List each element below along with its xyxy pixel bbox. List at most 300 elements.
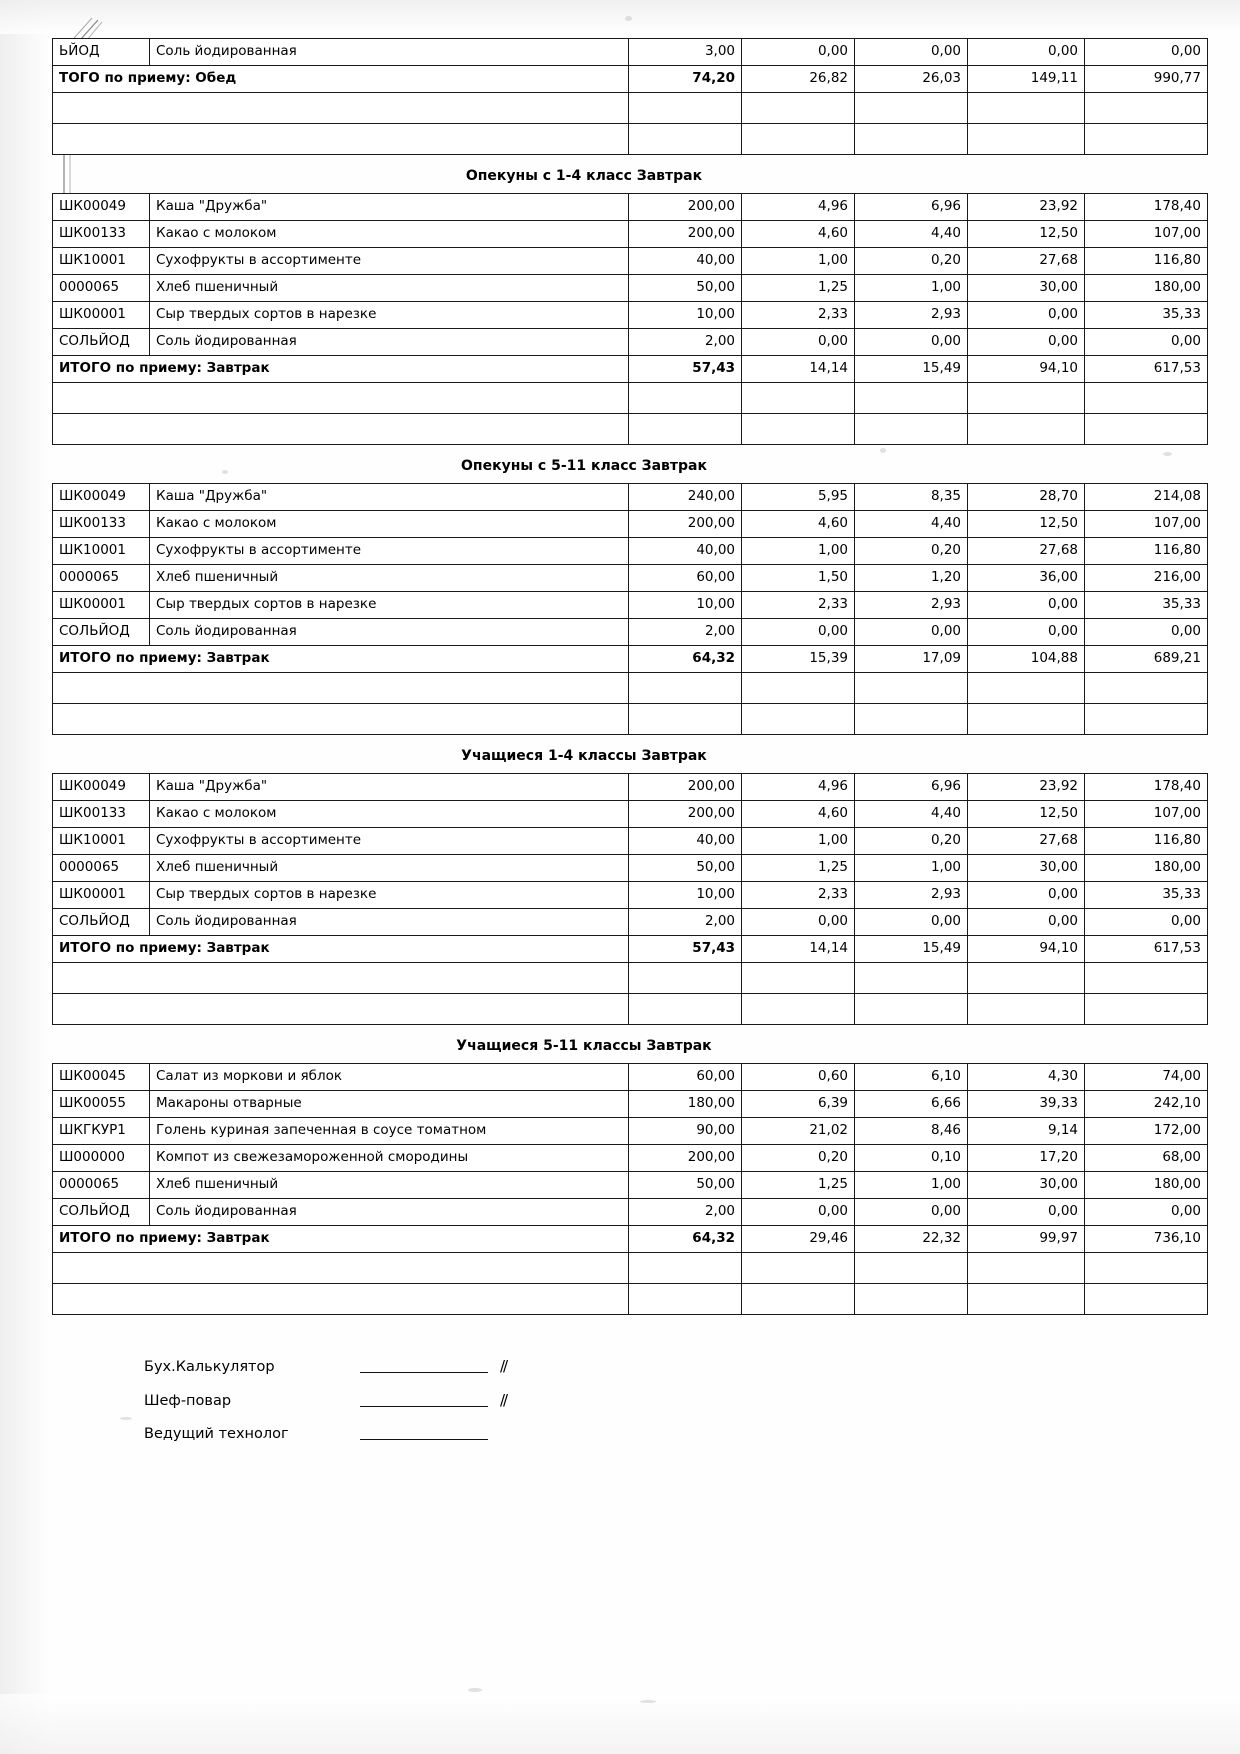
- cell-total-fat: 22,32: [855, 1226, 968, 1253]
- cell-carbs: 12,50: [968, 511, 1085, 538]
- cell-protein: 1,00: [742, 828, 855, 855]
- table-row: [53, 1199, 1208, 1226]
- signature-row: [144, 1425, 1116, 1442]
- cell-total-protein: 29,46: [742, 1226, 855, 1253]
- cell-name: Соль йодированная: [150, 39, 629, 66]
- cell-protein: 0,20: [742, 1145, 855, 1172]
- cell-name: Сыр твердых сортов в нарезке: [150, 882, 629, 909]
- cell-name: Сыр твердых сортов в нарезке: [150, 302, 629, 329]
- cell-name: Голень куриная запеченная в соусе томатном: [150, 1118, 629, 1145]
- cell-output: 200,00: [629, 801, 742, 828]
- cell-carbs: 23,92: [968, 774, 1085, 801]
- cell-output: 40,00: [629, 828, 742, 855]
- table-row-total: [53, 66, 1208, 93]
- cell-name: Какао с молоком: [150, 511, 629, 538]
- cell-fat: 1,20: [855, 565, 968, 592]
- cell-carbs: 0,00: [968, 592, 1085, 619]
- table-row: [53, 1091, 1208, 1118]
- table-row: [53, 1172, 1208, 1199]
- cell-calories: 216,00: [1085, 565, 1208, 592]
- cell-name: Сухофрукты в ассортименте: [150, 538, 629, 565]
- cell-carbs: 9,14: [968, 1118, 1085, 1145]
- table-row: [53, 565, 1208, 592]
- signature-line: [360, 1425, 488, 1440]
- cell-calories: 180,00: [1085, 275, 1208, 302]
- cell-blank: [53, 1253, 629, 1284]
- cell-protein: 1,25: [742, 855, 855, 882]
- cell-name: Сыр твердых сортов в нарезке: [150, 592, 629, 619]
- cell-output: 60,00: [629, 1064, 742, 1091]
- table-row: [53, 1145, 1208, 1172]
- table-row-total: [53, 646, 1208, 673]
- table-row-total: [53, 1226, 1208, 1253]
- cell-calories: 35,33: [1085, 592, 1208, 619]
- scan-speck: [625, 16, 632, 21]
- cell-total-label: ИТОГО по приему: Завтрак: [53, 646, 629, 673]
- cell-blank: [742, 93, 855, 124]
- cell-blank: [968, 673, 1085, 704]
- signature-role-label: Бух.Калькулятор: [144, 1359, 275, 1375]
- cell-calories: 74,00: [1085, 1064, 1208, 1091]
- cell-total-calories: 990,77: [1085, 66, 1208, 93]
- cell-fat: 0,00: [855, 1199, 968, 1226]
- table-row: [53, 538, 1208, 565]
- cell-carbs: 0,00: [968, 882, 1085, 909]
- cell-total-protein: 26,82: [742, 66, 855, 93]
- cell-output: 10,00: [629, 302, 742, 329]
- table-row-blank: [53, 704, 1208, 735]
- cell-calories: 35,33: [1085, 882, 1208, 909]
- cell-blank: [968, 93, 1085, 124]
- cell-code: 0000065: [53, 855, 150, 882]
- table-row-blank: [53, 414, 1208, 445]
- table-row: [53, 511, 1208, 538]
- cell-code: ШК00049: [53, 774, 150, 801]
- cell-blank: [968, 994, 1085, 1025]
- signature-block: [144, 1357, 1116, 1442]
- cell-calories: 178,40: [1085, 194, 1208, 221]
- section-title-0: Опекуны с 1-4 класс Завтрак: [465, 168, 703, 184]
- cell-name: Компот из свежезамороженной смородины: [150, 1145, 629, 1172]
- cell-output: 60,00: [629, 565, 742, 592]
- cell-calories: 116,80: [1085, 828, 1208, 855]
- cell-protein: 0,00: [742, 1199, 855, 1226]
- cell-blank: [968, 704, 1085, 735]
- cell-name: Сухофрукты в ассортименте: [150, 248, 629, 275]
- cell-code: СОЛЬЙОД: [53, 329, 150, 356]
- cell-protein: 2,33: [742, 302, 855, 329]
- cell-blank: [968, 1253, 1085, 1284]
- cell-protein: 21,02: [742, 1118, 855, 1145]
- cell-fat: 1,00: [855, 855, 968, 882]
- cell-blank: [629, 963, 742, 994]
- cell-code: ШК00001: [53, 882, 150, 909]
- cell-protein: 1,00: [742, 248, 855, 275]
- cell-carbs: 27,68: [968, 248, 1085, 275]
- cell-protein: 0,00: [742, 619, 855, 646]
- cell-protein: 4,60: [742, 801, 855, 828]
- cell-protein: 0,00: [742, 39, 855, 66]
- table-row: [53, 882, 1208, 909]
- cell-fat: 2,93: [855, 302, 968, 329]
- cell-calories: 178,40: [1085, 774, 1208, 801]
- cell-code: ШК10001: [53, 538, 150, 565]
- scan-speck: [640, 1700, 656, 1703]
- cell-blank: [53, 124, 629, 155]
- cell-output: 200,00: [629, 194, 742, 221]
- cell-blank: [1085, 383, 1208, 414]
- signature-row: [144, 1357, 1116, 1375]
- cell-carbs: 0,00: [968, 39, 1085, 66]
- cell-output: 240,00: [629, 484, 742, 511]
- cell-output: 40,00: [629, 538, 742, 565]
- table-row: [53, 619, 1208, 646]
- cell-carbs: 30,00: [968, 855, 1085, 882]
- cell-carbs: 27,68: [968, 538, 1085, 565]
- cell-name: Каша "Дружба": [150, 484, 629, 511]
- cell-total-protein: 14,14: [742, 936, 855, 963]
- table-top-fragment: [52, 38, 1208, 155]
- table-section-0: [52, 193, 1208, 445]
- cell-blank: [968, 383, 1085, 414]
- cell-carbs: 23,92: [968, 194, 1085, 221]
- cell-carbs: 4,30: [968, 1064, 1085, 1091]
- cell-blank: [855, 93, 968, 124]
- cell-output: 3,00: [629, 39, 742, 66]
- cell-blank: [742, 124, 855, 155]
- cell-carbs: 0,00: [968, 302, 1085, 329]
- cell-fat: 4,40: [855, 221, 968, 248]
- table-row-blank: [53, 1253, 1208, 1284]
- cell-code: Ш000000: [53, 1145, 150, 1172]
- cell-name: Какао с молоком: [150, 221, 629, 248]
- cell-calories: 116,80: [1085, 538, 1208, 565]
- cell-name: Каша "Дружба": [150, 194, 629, 221]
- signature-role-label: Шеф-повар: [144, 1393, 232, 1409]
- cell-fat: 8,35: [855, 484, 968, 511]
- cell-protein: 0,00: [742, 909, 855, 936]
- table-row: [53, 1118, 1208, 1145]
- cell-fat: 0,00: [855, 909, 968, 936]
- cell-blank: [742, 383, 855, 414]
- cell-fat: 4,40: [855, 801, 968, 828]
- cell-blank: [629, 673, 742, 704]
- cell-total-carbs: 99,97: [968, 1226, 1085, 1253]
- scan-edge-shadow-left: [0, 0, 52, 1754]
- table-row: [53, 828, 1208, 855]
- cell-calories: 180,00: [1085, 1172, 1208, 1199]
- cell-total-label: ИТОГО по приему: Завтрак: [53, 1226, 629, 1253]
- cell-code: ШК00045: [53, 1064, 150, 1091]
- cell-calories: 172,00: [1085, 1118, 1208, 1145]
- cell-carbs: 30,00: [968, 275, 1085, 302]
- cell-total-fat: 15,49: [855, 356, 968, 383]
- cell-output: 10,00: [629, 882, 742, 909]
- cell-code: СОЛЬЙОД: [53, 619, 150, 646]
- table-section-2: [52, 773, 1208, 1025]
- cell-output: 2,00: [629, 619, 742, 646]
- cell-calories: 0,00: [1085, 329, 1208, 356]
- cell-fat: 6,10: [855, 1064, 968, 1091]
- cell-output: 200,00: [629, 774, 742, 801]
- cell-blank: [855, 1284, 968, 1315]
- scan-edge-shadow-bottom: [0, 1694, 1240, 1754]
- cell-blank: [53, 994, 629, 1025]
- signature-row: [144, 1391, 1116, 1409]
- table-section-3: [52, 1063, 1208, 1315]
- scan-speck: [468, 1688, 482, 1692]
- cell-protein: 2,33: [742, 592, 855, 619]
- cell-calories: 116,80: [1085, 248, 1208, 275]
- cell-blank: [968, 1284, 1085, 1315]
- cell-code: ШК10001: [53, 828, 150, 855]
- cell-protein: 4,60: [742, 221, 855, 248]
- cell-fat: 0,20: [855, 538, 968, 565]
- cell-calories: 0,00: [1085, 1199, 1208, 1226]
- cell-fat: 1,00: [855, 275, 968, 302]
- cell-carbs: 39,33: [968, 1091, 1085, 1118]
- cell-code: СОЛЬЙОД: [53, 909, 150, 936]
- cell-blank: [742, 1284, 855, 1315]
- cell-code: ШК00001: [53, 302, 150, 329]
- cell-blank: [1085, 673, 1208, 704]
- cell-blank: [629, 93, 742, 124]
- cell-code: ШК00049: [53, 484, 150, 511]
- document-content: [52, 38, 1201, 1458]
- cell-calories: 180,00: [1085, 855, 1208, 882]
- cell-calories: 214,08: [1085, 484, 1208, 511]
- cell-fat: 8,46: [855, 1118, 968, 1145]
- cell-blank: [53, 673, 629, 704]
- cell-total-label: ИТОГО по приему: Завтрак: [53, 356, 629, 383]
- cell-carbs: 0,00: [968, 1199, 1085, 1226]
- cell-protein: 0,00: [742, 329, 855, 356]
- cell-name: Соль йодированная: [150, 909, 629, 936]
- cell-output: 200,00: [629, 1145, 742, 1172]
- cell-blank: [53, 383, 629, 414]
- cell-code: ШКГКУР1: [53, 1118, 150, 1145]
- cell-blank: [742, 1253, 855, 1284]
- scan-edge-shadow-top: [0, 0, 1240, 34]
- table-row: [53, 484, 1208, 511]
- cell-carbs: 0,00: [968, 329, 1085, 356]
- table-row: [53, 909, 1208, 936]
- cell-code: 0000065: [53, 565, 150, 592]
- cell-carbs: 0,00: [968, 619, 1085, 646]
- table-row: [53, 39, 1208, 66]
- cell-carbs: 0,00: [968, 909, 1085, 936]
- cell-blank: [53, 1284, 629, 1315]
- cell-name: Сухофрукты в ассортименте: [150, 828, 629, 855]
- cell-blank: [1085, 1253, 1208, 1284]
- scan-speck: [1163, 452, 1172, 456]
- table-row-total: [53, 356, 1208, 383]
- cell-output: 50,00: [629, 855, 742, 882]
- cell-output: 50,00: [629, 1172, 742, 1199]
- cell-name: Хлеб пшеничный: [150, 855, 629, 882]
- cell-protein: 4,96: [742, 194, 855, 221]
- cell-output: 2,00: [629, 1199, 742, 1226]
- cell-blank: [1085, 414, 1208, 445]
- cell-name: Соль йодированная: [150, 619, 629, 646]
- cell-blank: [742, 414, 855, 445]
- cell-protein: 1,00: [742, 538, 855, 565]
- cell-fat: 6,96: [855, 194, 968, 221]
- cell-total-calories: 617,53: [1085, 356, 1208, 383]
- cell-name: Каша "Дружба": [150, 774, 629, 801]
- cell-blank: [629, 414, 742, 445]
- cell-blank: [855, 124, 968, 155]
- cell-protein: 5,95: [742, 484, 855, 511]
- cell-protein: 4,96: [742, 774, 855, 801]
- section-title-3: Учащиеся 5-11 классы Завтрак: [456, 1038, 712, 1054]
- cell-blank: [1085, 994, 1208, 1025]
- cell-blank: [629, 1284, 742, 1315]
- table-row: [53, 1064, 1208, 1091]
- table-row: [53, 801, 1208, 828]
- cell-fat: 4,40: [855, 511, 968, 538]
- cell-protein: 6,39: [742, 1091, 855, 1118]
- cell-total-fat: 15,49: [855, 936, 968, 963]
- cell-blank: [855, 673, 968, 704]
- cell-fat: 0,00: [855, 39, 968, 66]
- cell-output: 180,00: [629, 1091, 742, 1118]
- cell-calories: 242,10: [1085, 1091, 1208, 1118]
- cell-carbs: 12,50: [968, 801, 1085, 828]
- signature-slash: //: [500, 1391, 507, 1409]
- cell-total-calories: 689,21: [1085, 646, 1208, 673]
- table-row: [53, 855, 1208, 882]
- cell-total-fat: 17,09: [855, 646, 968, 673]
- cell-blank: [742, 994, 855, 1025]
- cell-code: ШК00133: [53, 221, 150, 248]
- cell-total-calories: 617,53: [1085, 936, 1208, 963]
- cell-blank: [53, 93, 629, 124]
- cell-protein: 1,25: [742, 275, 855, 302]
- table-section-1: [52, 483, 1208, 735]
- cell-total-output: 74,20: [629, 66, 742, 93]
- cell-blank: [53, 963, 629, 994]
- cell-code: 0000065: [53, 1172, 150, 1199]
- cell-blank: [855, 1253, 968, 1284]
- cell-code: ШК00001: [53, 592, 150, 619]
- cell-calories: 0,00: [1085, 39, 1208, 66]
- cell-blank: [1085, 1284, 1208, 1315]
- cell-total-label: ИТОГО по приему: Завтрак: [53, 936, 629, 963]
- cell-output: 2,00: [629, 329, 742, 356]
- cell-calories: 0,00: [1085, 619, 1208, 646]
- section-title-1: Опекуны с 5-11 класс Завтрак: [461, 458, 707, 474]
- cell-total-carbs: 94,10: [968, 356, 1085, 383]
- cell-blank: [1085, 124, 1208, 155]
- cell-total-output: 57,43: [629, 356, 742, 383]
- cell-blank: [968, 963, 1085, 994]
- cell-total-protein: 14,14: [742, 356, 855, 383]
- cell-fat: 6,66: [855, 1091, 968, 1118]
- cell-protein: 0,60: [742, 1064, 855, 1091]
- cell-calories: 68,00: [1085, 1145, 1208, 1172]
- table-row: [53, 302, 1208, 329]
- cell-calories: 107,00: [1085, 511, 1208, 538]
- cell-blank: [1085, 704, 1208, 735]
- cell-name: Хлеб пшеничный: [150, 275, 629, 302]
- table-row-blank: [53, 963, 1208, 994]
- table-row: [53, 329, 1208, 356]
- cell-fat: 6,96: [855, 774, 968, 801]
- cell-code: ШК00049: [53, 194, 150, 221]
- cell-fat: 1,00: [855, 1172, 968, 1199]
- cell-name: Хлеб пшеничный: [150, 1172, 629, 1199]
- cell-calories: 0,00: [1085, 909, 1208, 936]
- cell-fat: 0,00: [855, 329, 968, 356]
- cell-total-carbs: 149,11: [968, 66, 1085, 93]
- cell-name: Салат из моркови и яблок: [150, 1064, 629, 1091]
- table-row-blank: [53, 673, 1208, 704]
- table-row: [53, 221, 1208, 248]
- section-title-2: Учащиеся 1-4 классы Завтрак: [461, 748, 707, 764]
- cell-carbs: 27,68: [968, 828, 1085, 855]
- cell-code: ЬЙОД: [53, 39, 150, 66]
- table-row: [53, 194, 1208, 221]
- cell-fat: 2,93: [855, 882, 968, 909]
- signature-role-label: Ведущий технолог: [144, 1426, 289, 1442]
- cell-output: 40,00: [629, 248, 742, 275]
- cell-name: Хлеб пшеничный: [150, 565, 629, 592]
- cell-fat: 0,20: [855, 828, 968, 855]
- cell-fat: 2,93: [855, 592, 968, 619]
- cell-total-fat: 26,03: [855, 66, 968, 93]
- cell-carbs: 28,70: [968, 484, 1085, 511]
- cell-blank: [742, 963, 855, 994]
- cell-total-carbs: 94,10: [968, 936, 1085, 963]
- cell-blank: [629, 704, 742, 735]
- table-row: [53, 248, 1208, 275]
- cell-fat: 0,10: [855, 1145, 968, 1172]
- cell-total-label: ТОГО по приему: Обед: [53, 66, 629, 93]
- cell-blank: [53, 414, 629, 445]
- table-row: [53, 774, 1208, 801]
- table-row-blank: [53, 383, 1208, 414]
- cell-total-output: 64,32: [629, 1226, 742, 1253]
- cell-protein: 4,60: [742, 511, 855, 538]
- table-row-blank: [53, 124, 1208, 155]
- cell-output: 90,00: [629, 1118, 742, 1145]
- cell-output: 200,00: [629, 511, 742, 538]
- cell-carbs: 17,20: [968, 1145, 1085, 1172]
- cell-blank: [855, 414, 968, 445]
- table-row: [53, 592, 1208, 619]
- cell-blank: [968, 124, 1085, 155]
- cell-carbs: 36,00: [968, 565, 1085, 592]
- cell-name: Соль йодированная: [150, 329, 629, 356]
- cell-code: ШК10001: [53, 248, 150, 275]
- cell-fat: 0,20: [855, 248, 968, 275]
- cell-protein: 1,25: [742, 1172, 855, 1199]
- cell-blank: [1085, 93, 1208, 124]
- cell-total-calories: 736,10: [1085, 1226, 1208, 1253]
- cell-blank: [629, 994, 742, 1025]
- cell-blank: [855, 704, 968, 735]
- cell-name: Макароны отварные: [150, 1091, 629, 1118]
- cell-code: СОЛЬЙОД: [53, 1199, 150, 1226]
- cell-code: ШК00133: [53, 801, 150, 828]
- cell-code: ШК00133: [53, 511, 150, 538]
- cell-blank: [855, 994, 968, 1025]
- cell-total-protein: 15,39: [742, 646, 855, 673]
- cell-code: ШК00055: [53, 1091, 150, 1118]
- cell-calories: 107,00: [1085, 801, 1208, 828]
- cell-name: Соль йодированная: [150, 1199, 629, 1226]
